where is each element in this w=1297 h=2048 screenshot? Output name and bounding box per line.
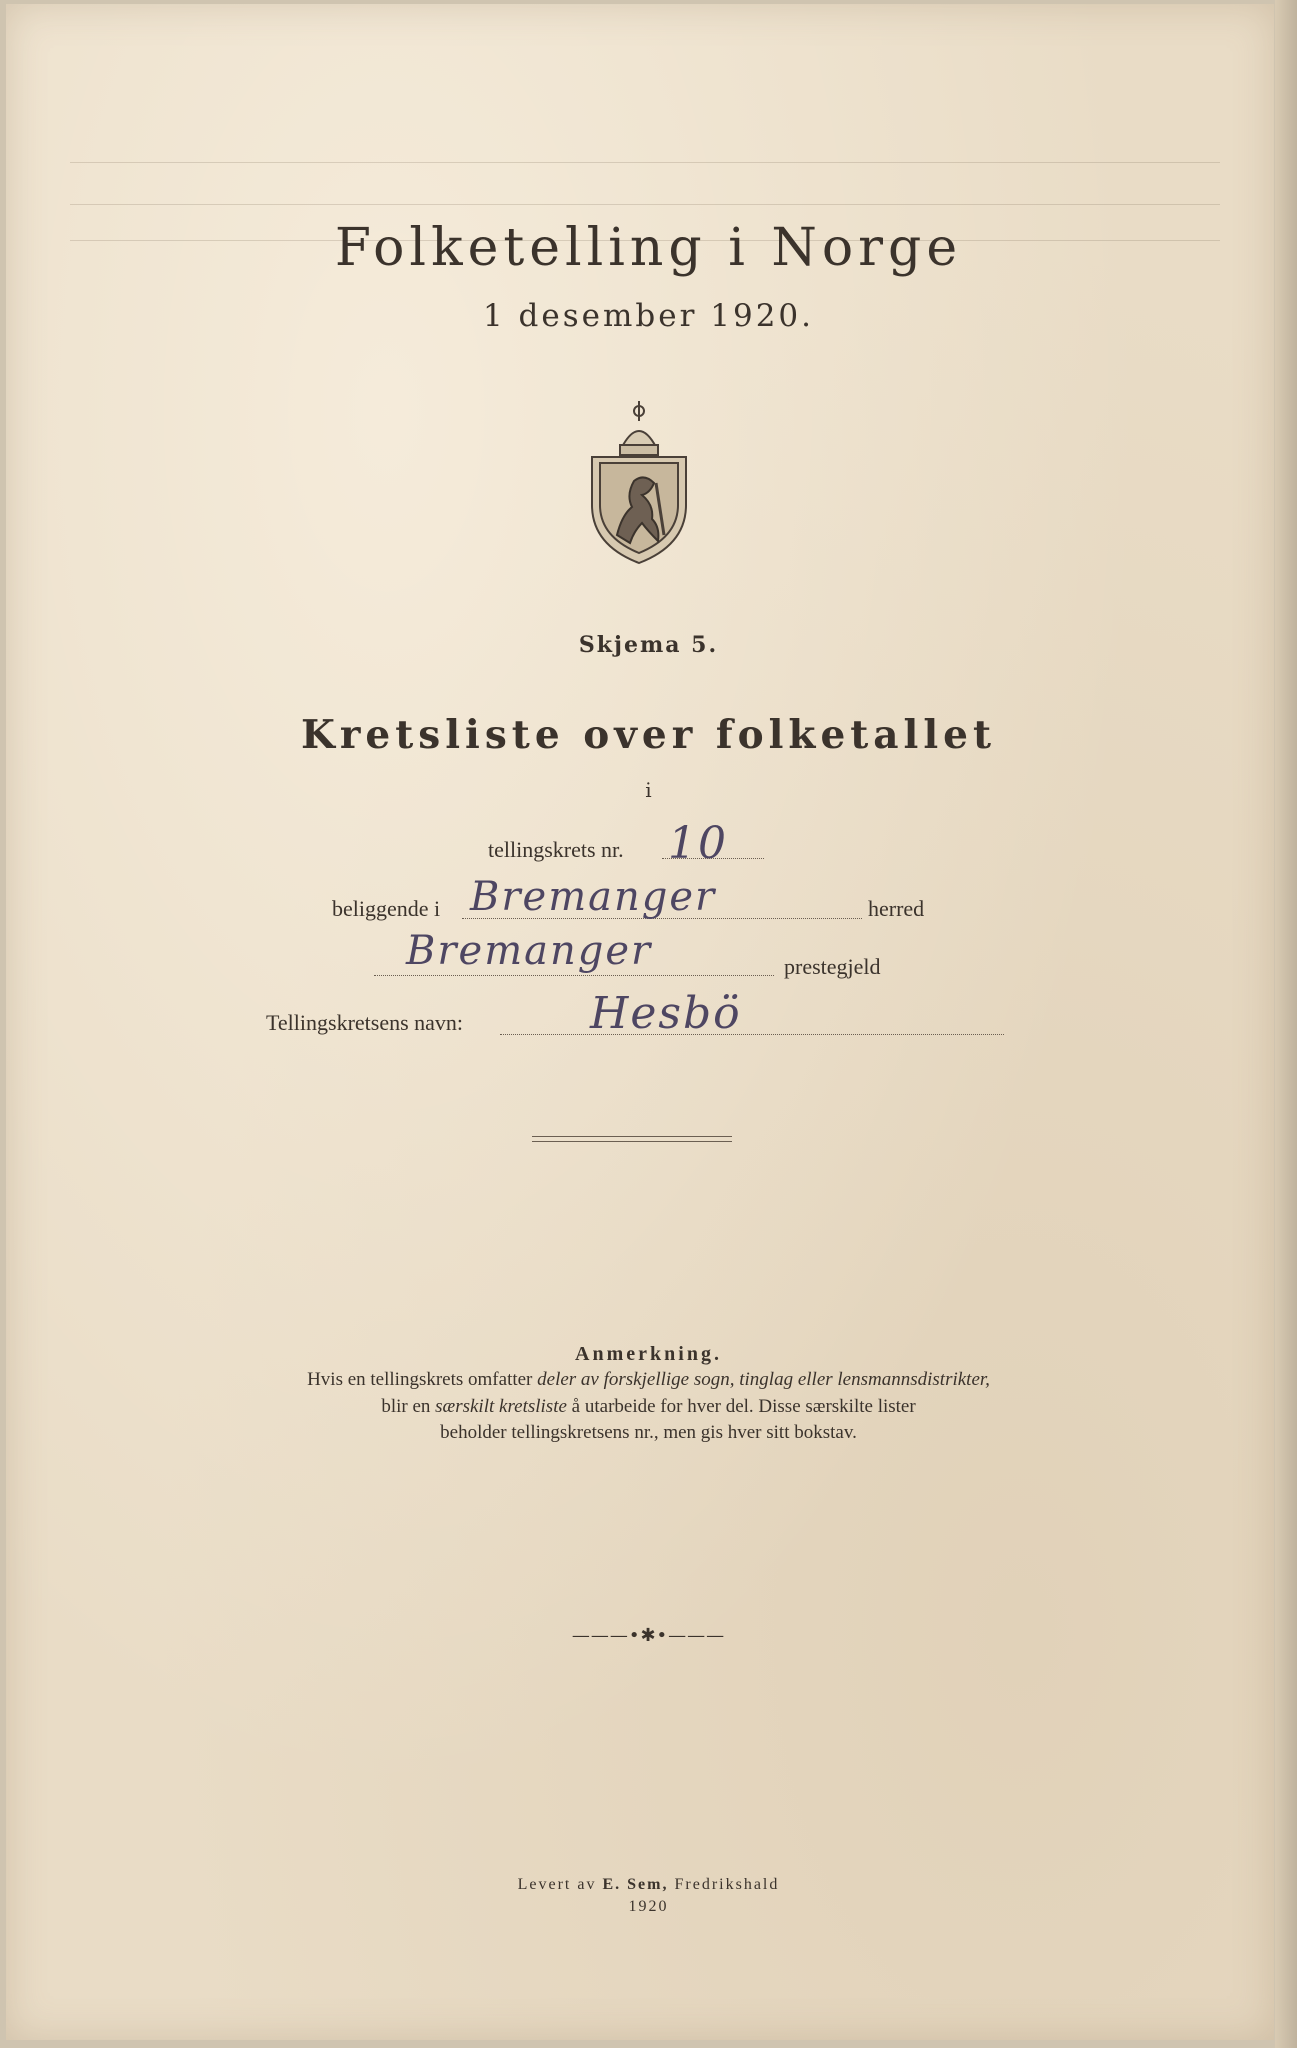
printer-name: E. Sem, — [602, 1876, 669, 1893]
note-line-2 — [0, 1396, 1297, 1418]
note-line-3: beholder tellingskretsens nr., men gis hver sitt bokstav. — [440, 1422, 857, 1443]
krets-label: tellingskrets nr. — [488, 837, 624, 862]
herred-label: herred — [868, 896, 925, 921]
krets-value-handwritten: 10 — [668, 818, 728, 869]
schema-number: Skjema 5. — [578, 632, 719, 658]
document-title: Folketelling i Norge — [334, 218, 963, 278]
navn-value-handwritten: Hesbö — [590, 988, 742, 1039]
heading-connector: i — [645, 778, 652, 802]
printer-year: 1920 — [628, 1898, 669, 1915]
document-date: 1 desember 1920. — [482, 298, 815, 334]
navn-dotline — [500, 1034, 1004, 1035]
prestegjeld-value-handwritten: Bremanger — [406, 928, 653, 974]
note-emphasis: særskilt kretsliste — [435, 1396, 567, 1417]
beliggende-value-handwritten: Bremanger — [470, 874, 717, 920]
printer-credit — [0, 1876, 1297, 1894]
prestegjeld-label: prestegjeld — [784, 954, 881, 979]
printer-credit-text: Levert av — [517, 1876, 597, 1893]
section-divider — [532, 1136, 732, 1137]
note-line-1 — [0, 1369, 1297, 1391]
section-divider — [532, 1141, 732, 1142]
prestegjeld-dotline — [374, 975, 774, 976]
printer-city: Fredrikshald — [674, 1876, 780, 1893]
note-text: å utarbeide for hver del. Disse særskilte lister — [571, 1396, 916, 1417]
ornament-divider: ———•✱•——— — [571, 1625, 726, 1646]
note-text: blir en — [381, 1396, 431, 1417]
note-emphasis: deler av forskjellige sogn, tinglag eller lensmannsdistrikter, — [537, 1369, 990, 1390]
note-text: Hvis en tellingskrets omfatter — [307, 1369, 533, 1390]
navn-label: Tellingskretsens navn: — [266, 1010, 464, 1035]
norwegian-coat-of-arms-icon — [582, 395, 696, 567]
beliggende-label: beliggende i — [332, 896, 441, 921]
form-heading: Kretsliste over folketallet — [300, 712, 996, 758]
note-heading: Anmerkning. — [575, 1343, 722, 1365]
